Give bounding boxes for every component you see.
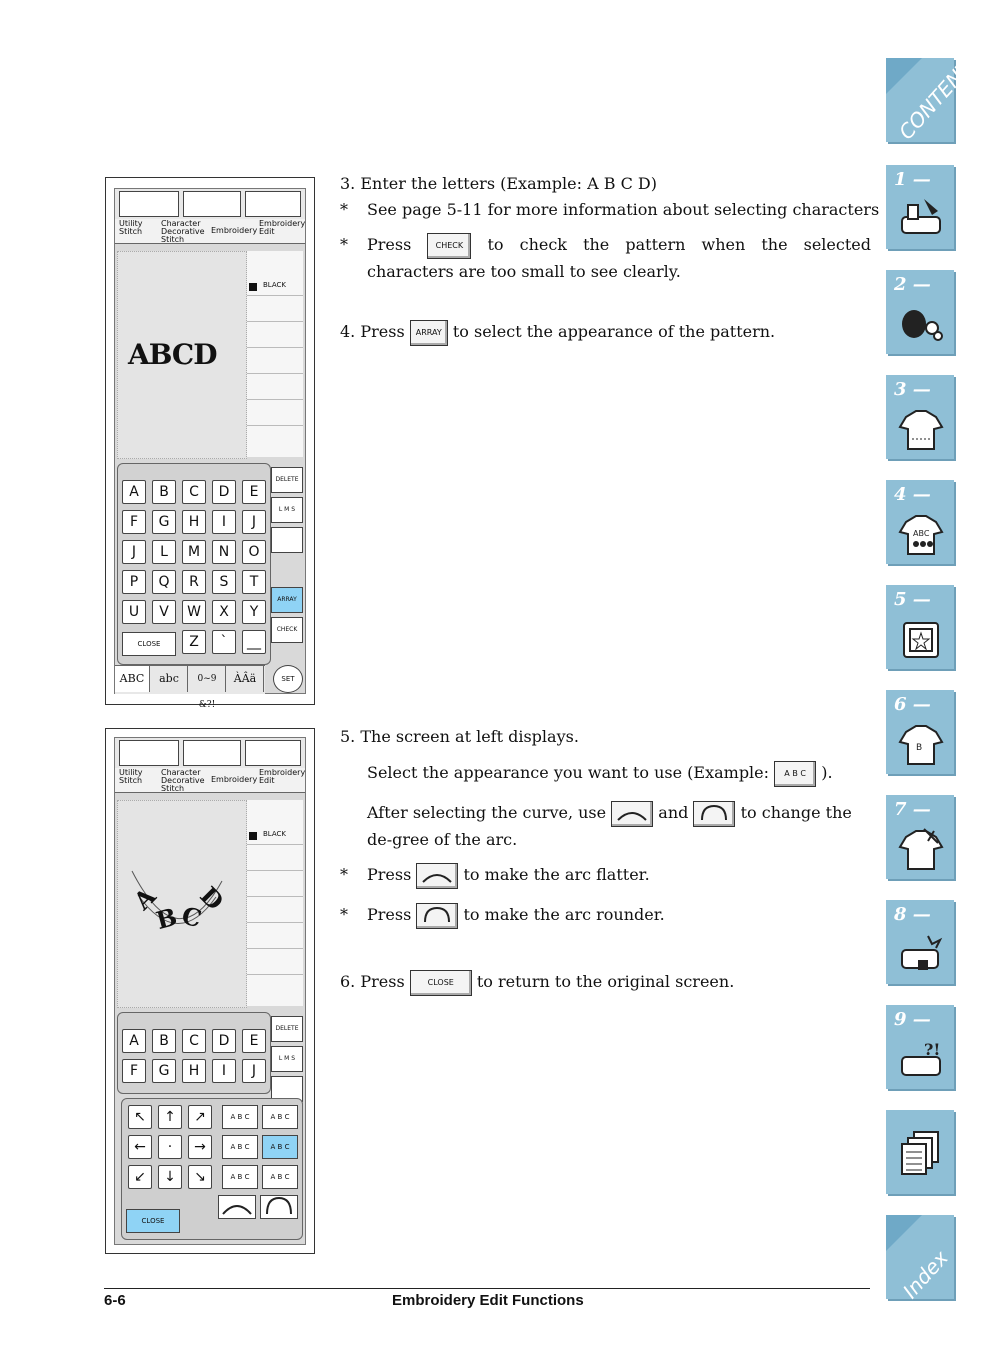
lcd-screen-2 — [114, 737, 306, 1245]
page-number: 6-6 — [104, 1292, 126, 1309]
character-keyboard — [117, 1012, 271, 1094]
help-icon[interactable] — [183, 740, 241, 766]
close-button-icon: CLOSE — [410, 970, 472, 996]
character-key[interactable]: G — [152, 1059, 176, 1083]
press-text: Press — [367, 905, 412, 924]
sewing-machine-icon — [898, 195, 944, 243]
tab-chapter-4[interactable] — [886, 480, 954, 564]
color-label: BLACK — [263, 830, 287, 838]
character-key[interactable]: S — [212, 570, 236, 594]
tab-corner — [886, 58, 922, 94]
character-key[interactable]: A — [122, 1029, 146, 1053]
character-key[interactable]: C — [182, 480, 206, 504]
svg-text:C: C — [178, 900, 205, 934]
tab-contents-label: CONTENTS — [894, 46, 985, 145]
check-description: to check the pattern when the selected characters are too small to see clearly. — [367, 235, 871, 281]
step-3-note-1: See page 5-11 for more information about selecting characters — [367, 200, 880, 219]
lcd-screen-1 — [114, 188, 306, 710]
array-button-icon: ARRAY — [410, 320, 448, 346]
tab-character-stitch[interactable]: Character Decorative Stitch — [161, 219, 205, 244]
top-bar — [115, 189, 305, 220]
tab-chapter-4-label: 4 — — [894, 484, 931, 505]
maintenance-icon — [898, 930, 944, 978]
book-icon[interactable] — [119, 191, 179, 217]
shirt-icon — [898, 405, 944, 453]
function-key[interactable]: DELETE — [271, 467, 303, 493]
tab-contents[interactable] — [886, 46, 985, 145]
tab-chapter-2-label: 2 — — [894, 274, 931, 295]
move-arrow-button[interactable]: ↗ — [188, 1105, 212, 1129]
tab-uppercase[interactable]: ABC — [115, 666, 150, 692]
tab-embroidery[interactable]: Embroidery — [211, 775, 258, 784]
svg-text:?!: ?! — [924, 1040, 941, 1059]
character-key[interactable]: J — [242, 1059, 266, 1083]
tab-numbers-symbols[interactable]: 0~9 &?! — [189, 666, 226, 692]
move-arrow-button[interactable]: ↘ — [188, 1165, 212, 1189]
move-arrow-button[interactable]: ↑ — [158, 1105, 182, 1129]
tab-index-label: Index — [898, 1245, 953, 1304]
tab-chapter-2[interactable] — [886, 270, 954, 354]
color-swatch — [249, 283, 257, 291]
press-text: Press — [367, 235, 412, 254]
step-6 — [340, 969, 734, 996]
character-key[interactable]: D — [212, 1029, 236, 1053]
arc-flatter-button-icon — [416, 863, 458, 889]
tab-chapter-5-label: 5 — — [894, 589, 931, 610]
character-key[interactable]: H — [182, 1059, 206, 1083]
step-5-curve — [367, 800, 871, 853]
curve-description: to change the de-gree of the arc. — [367, 803, 852, 849]
svg-text:A: A — [127, 881, 162, 916]
move-arrow-button[interactable]: ← — [128, 1135, 152, 1159]
character-key[interactable]: X — [212, 600, 236, 624]
settings-icon[interactable] — [245, 191, 301, 217]
tab-chapter-7-label: 7 — — [894, 799, 931, 820]
step-6-description: to return to the original screen. — [476, 972, 735, 991]
screen-2-figure — [105, 728, 315, 1254]
move-arrow-button[interactable]: ↓ — [158, 1165, 182, 1189]
step-5-rounder — [367, 902, 665, 929]
svg-text:B: B — [152, 901, 181, 936]
character-key[interactable]: M — [182, 540, 206, 564]
tab-accented[interactable]: ÀÂä — [227, 666, 264, 692]
character-key[interactable]: R — [182, 570, 206, 594]
character-key[interactable]: F — [122, 1059, 146, 1083]
tab-embroidery-edit[interactable]: Embroidery Edit — [259, 768, 306, 785]
asterisk: * — [340, 235, 348, 254]
step-3: 3. Enter the letters (Example: A B C D) — [340, 174, 657, 193]
tab-index[interactable] — [886, 1215, 954, 1304]
color-label: BLACK — [263, 281, 287, 289]
tab-chapter-7[interactable] — [886, 795, 954, 879]
tab-chapter-9-label: 9 — — [894, 1009, 931, 1030]
check-button-icon: CHECK — [427, 233, 471, 259]
scissors-shirt-icon — [898, 825, 944, 873]
tab-character-stitch[interactable]: Character Decorative Stitch — [161, 768, 205, 793]
tab-utility-stitch[interactable]: Utility Stitch — [119, 219, 143, 236]
character-key[interactable]: Z — [182, 630, 206, 654]
character-key[interactable]: W — [182, 600, 206, 624]
press-text: Press — [367, 865, 412, 884]
move-arrow-button[interactable]: ↖ — [128, 1105, 152, 1129]
character-key[interactable]: Y — [242, 600, 266, 624]
tab-chapter-3[interactable] — [886, 375, 954, 459]
function-key[interactable]: ARRAY — [271, 587, 303, 613]
tab-lowercase[interactable]: abc — [151, 666, 188, 692]
embroidered-shirt-icon — [898, 510, 944, 558]
step-4-press: 4. Press — [340, 322, 405, 341]
function-key[interactable]: DELETE — [271, 1016, 303, 1042]
character-key[interactable]: O — [242, 540, 266, 564]
move-arrow-button[interactable]: · — [158, 1135, 182, 1159]
pattern-preview — [117, 251, 247, 459]
character-key[interactable]: I — [212, 1059, 236, 1083]
step-4 — [340, 319, 775, 346]
character-key[interactable]: F — [122, 510, 146, 534]
pattern-preview — [117, 800, 247, 1008]
flatter-description: to make the arc flatter. — [463, 865, 650, 884]
step-5-select — [367, 760, 833, 787]
array-style-button[interactable]: A B C — [222, 1135, 258, 1159]
arc-rounder-icon — [261, 1196, 297, 1218]
tab-appendix[interactable] — [886, 1110, 954, 1194]
set-button[interactable]: SET — [273, 665, 303, 693]
character-key[interactable]: P — [122, 570, 146, 594]
curve-text: After selecting the curve, use — [367, 803, 607, 822]
character-key[interactable]: N — [212, 540, 236, 564]
book-icon[interactable] — [119, 740, 179, 766]
step-6-press: 6. Press — [340, 972, 405, 991]
tab-embroidery-edit[interactable]: Embroidery Edit — [259, 219, 306, 236]
character-key[interactable]: D — [212, 480, 236, 504]
asterisk: * — [340, 200, 348, 219]
svg-text:D: D — [194, 880, 230, 916]
tab-chapter-6-label: 6 — — [894, 694, 931, 715]
arc-array-button-icon: A B C — [774, 761, 816, 787]
chapter-title: Embroidery Edit Functions — [392, 1292, 584, 1309]
thread-spool-icon — [898, 300, 944, 348]
arc-flatter-button-icon — [611, 801, 653, 827]
svg-text:ABC: ABC — [913, 529, 930, 538]
mode-tabs — [115, 219, 305, 244]
tab-chapter-6[interactable] — [886, 690, 954, 774]
character-key[interactable]: V — [152, 600, 176, 624]
character-key[interactable]: E — [242, 480, 266, 504]
character-key[interactable]: U — [122, 600, 146, 624]
arc-rounder-button[interactable] — [260, 1195, 298, 1219]
mode-tabs — [115, 768, 305, 793]
tab-chapter-1[interactable] — [886, 165, 954, 249]
thread-color-list — [247, 800, 303, 1006]
character-key[interactable]: T — [242, 570, 266, 594]
character-key[interactable]: I — [212, 510, 236, 534]
character-key[interactable]: C — [182, 1029, 206, 1053]
character-key[interactable]: H — [182, 510, 206, 534]
character-key[interactable]: A — [122, 480, 146, 504]
asterisk: * — [340, 905, 348, 924]
array-style-button[interactable]: A B C — [262, 1165, 298, 1189]
preview-text: ABCD — [128, 338, 217, 371]
function-key[interactable]: L M S — [271, 1046, 303, 1072]
thread-color-list — [247, 251, 303, 457]
function-key[interactable] — [271, 527, 303, 553]
character-keyboard — [117, 463, 271, 665]
help-icon[interactable] — [183, 191, 241, 217]
step-4-description: to select the appearance of the pattern. — [452, 322, 776, 341]
character-key[interactable]: __ — [242, 630, 266, 654]
step-5-flatter — [367, 862, 650, 889]
character-key[interactable]: L — [152, 540, 176, 564]
array-style-button[interactable]: A B C — [262, 1105, 298, 1129]
arc-flatter-button[interactable] — [218, 1195, 256, 1219]
character-key[interactable]: ` — [212, 630, 236, 654]
array-style-button[interactable]: A B C — [222, 1105, 258, 1129]
tab-corner — [886, 1215, 922, 1251]
tab-chapter-1-label: 1 — — [894, 169, 931, 190]
character-key[interactable]: B — [152, 1029, 176, 1053]
character-key[interactable]: Q — [152, 570, 176, 594]
footer-rule — [104, 1288, 870, 1289]
function-key[interactable]: L M S — [271, 497, 303, 523]
bottom-tabs — [115, 665, 265, 710]
array-style-button[interactable]: A B C — [262, 1135, 298, 1159]
embroidery-frame-icon — [898, 615, 944, 663]
array-panel — [121, 1098, 303, 1240]
array-style-button[interactable]: A B C — [222, 1165, 258, 1189]
character-key[interactable]: B — [152, 480, 176, 504]
asterisk: * — [340, 865, 348, 884]
select-text: Select the appearance you want to use (Example: — [367, 763, 770, 782]
tab-embroidery[interactable]: Embroidery — [211, 226, 258, 235]
character-key[interactable]: J — [122, 540, 146, 564]
character-key[interactable]: G — [152, 510, 176, 534]
close-button[interactable]: CLOSE — [126, 1209, 180, 1233]
top-bar — [115, 738, 305, 769]
edit-shirt-icon — [898, 720, 944, 768]
arc-flatter-icon — [219, 1196, 255, 1218]
arc-preview — [118, 801, 246, 1007]
tab-chapter-5[interactable] — [886, 585, 954, 669]
character-key[interactable]: E — [242, 1029, 266, 1053]
function-key[interactable]: CHECK — [271, 617, 303, 643]
screen-1-figure — [105, 177, 315, 710]
color-swatch — [249, 832, 257, 840]
troubleshooting-icon — [898, 1035, 944, 1083]
arc-rounder-button-icon — [693, 801, 735, 827]
svg-text:B: B — [916, 743, 923, 753]
tab-chapter-8-label: 8 — — [894, 904, 931, 925]
select-close: ). — [821, 763, 833, 782]
move-arrow-button[interactable]: → — [188, 1135, 212, 1159]
step-3-note-2 — [367, 232, 871, 285]
close-button[interactable]: CLOSE — [122, 632, 176, 656]
tab-chapter-3-label: 3 — — [894, 379, 931, 400]
tab-chapter-8[interactable] — [886, 900, 954, 984]
character-key[interactable]: J — [242, 510, 266, 534]
rounder-description: to make the arc rounder. — [463, 905, 665, 924]
tab-utility-stitch[interactable]: Utility Stitch — [119, 768, 143, 785]
step-5: 5. The screen at left displays. — [340, 727, 579, 746]
tab-chapter-9[interactable] — [886, 1005, 954, 1089]
documents-icon — [898, 1128, 944, 1176]
arc-rounder-button-icon — [416, 903, 458, 929]
and-text: and — [658, 803, 689, 822]
move-arrow-button[interactable]: ↙ — [128, 1165, 152, 1189]
settings-icon[interactable] — [245, 740, 301, 766]
